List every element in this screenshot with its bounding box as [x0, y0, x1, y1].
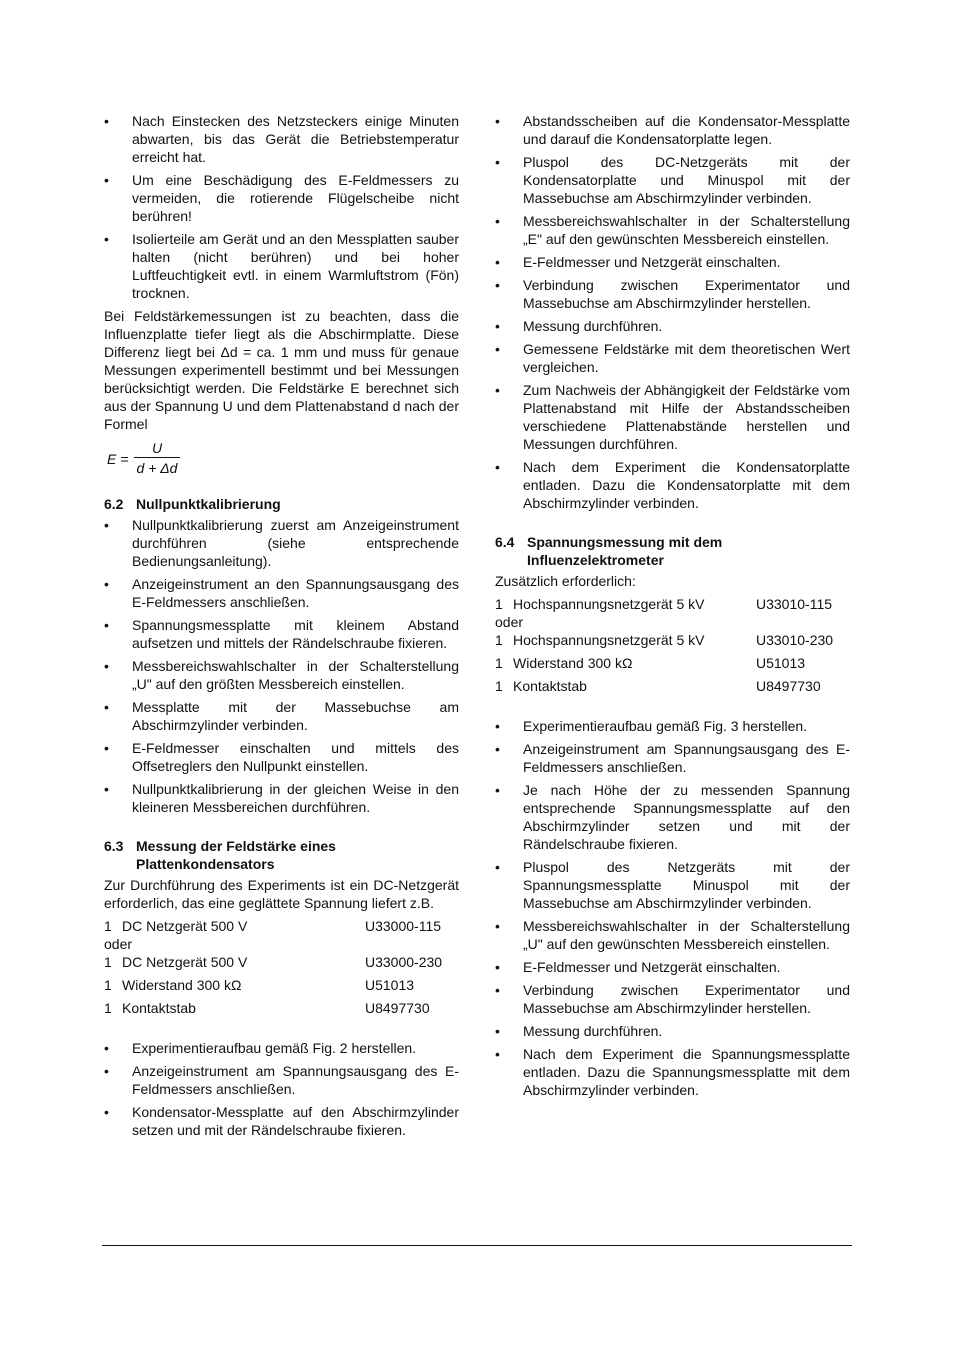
section-title: Nullpunktkalibrierung [136, 496, 281, 512]
list-item: • Messbereichswahlschalter in der Schalterstellung „U" auf den größten Messbereich einstellen. [104, 657, 459, 693]
list-item: • Messung durchführen. [495, 1022, 850, 1040]
zero-calibration-bullet-list [104, 516, 459, 816]
list-item: • Je nach Höhe der zu messenden Spannung entsprechende Spannungsmessplatte auf den Abschirmzylinder setzen und mit der Rändelschraube fixieren. [495, 781, 850, 853]
list-item: • Nullpunktkalibrierung zuerst am Anzeigeinstrument durchführen (siehe entsprechende Bedienungsanleitung). [104, 516, 459, 570]
equipment-code: U51013 [365, 977, 415, 993]
equipment-code: U8497730 [365, 1000, 430, 1016]
equipment-name: Hochspannungsnetzgerät 5 kV [513, 632, 705, 648]
equipment-qty: 1 [495, 632, 503, 648]
equipment-qty: 1 [104, 954, 112, 970]
equipment-code: U33000-230 [365, 954, 443, 970]
equipment-qty: 1 [104, 1000, 112, 1016]
list-item: • Messbereichswahlschalter in der Schalterstellung „E" auf den gewünschten Messbereich einstellen. [495, 212, 850, 248]
equipment-alternative: oder [495, 614, 524, 630]
list-item: • Experimentieraufbau gemäß Fig. 2 herstellen. [104, 1039, 459, 1057]
equipment-name: Hochspannungsnetzgerät 5 kV [513, 596, 705, 612]
equipment-name: DC Netzgerät 500 V [122, 954, 248, 970]
list-item: • Um eine Beschädigung des E-Feldmessers zu vermeiden, die rotierende Flügelscheibe nicht berühren! [104, 171, 459, 225]
equipment-name: DC Netzgerät 500 V [122, 918, 248, 934]
section-intro: Zusätzlich erforderlich: [495, 573, 636, 589]
equipment-qty: 1 [495, 655, 503, 671]
section-title: Spannungsmessung mit dem Influenzelektrometer [527, 534, 723, 568]
equipment-name: Kontaktstab [513, 678, 587, 694]
formula-lhs: E = [107, 451, 129, 467]
section-title: Messung der Feldstärke eines Plattenkondensators [136, 838, 336, 872]
list-item: • Isolierteile am Gerät und an den Messplatten sauber halten (nicht berühren) und bei hoher Luftfeuchtigkeit evtl. in einem Warmluftstrom (Fön) trocknen. [104, 230, 459, 302]
list-item: • Anzeigeinstrument an den Spannungsausgang des E-Feldmessers anschließen. [104, 575, 459, 611]
section-number: 6.2 [104, 496, 124, 512]
list-item: • Experimentieraufbau gemäß Fig. 3 herstellen. [495, 717, 850, 735]
table-row [495, 613, 850, 631]
formula-fraction [134, 439, 180, 477]
equipment-table [104, 917, 459, 1017]
section-heading-6-2 [104, 495, 459, 513]
section-heading-6-3 [104, 837, 459, 873]
list-item: • Gemessene Feldstärke mit dem theoretischen Wert vergleichen. [495, 340, 850, 376]
formula-denominator: d + Δd [136, 460, 178, 476]
table-row [104, 994, 459, 1017]
equipment-code: U8497730 [756, 678, 821, 694]
list-item: • Messplatte mit der Massebuchse am Abschirmzylinder verbinden. [104, 698, 459, 734]
field-strength-formula [104, 439, 459, 479]
list-item: • Anzeigeinstrument am Spannungsausgang des E-Feldmessers anschließen. [495, 740, 850, 776]
equipment-alternative: oder [104, 936, 133, 952]
list-item: • Verbindung zwischen Experimentator und Massebuchse am Abschirmzylinder herstellen. [495, 276, 850, 312]
equipment-qty: 1 [104, 918, 112, 934]
section-intro: Zur Durchführung des Experiments ist ein DC-Netzgerät erforderlich, das eine geglättete Spannung liefert z.B. [104, 877, 459, 911]
equipment-table [495, 595, 850, 695]
section-heading-6-4 [495, 533, 850, 569]
table-row [495, 649, 850, 672]
right-column [495, 112, 850, 1104]
equipment-name: Widerstand 300 kΩ [122, 977, 242, 993]
capacitor-bullet-list [104, 1039, 459, 1139]
list-item: • Nach dem Experiment die Spannungsmessplatte entladen. Dazu die Spannungsmessplatte mit dem Abschirmzylinder verbinden. [495, 1045, 850, 1099]
list-item: • Messbereichswahlschalter in der Schalterstellung „U" auf den gewünschten Messbereich einstellen. [495, 917, 850, 953]
equipment-code: U51013 [756, 655, 806, 671]
list-item: • Anzeigeinstrument am Spannungsausgang des E-Feldmessers anschließen. [104, 1062, 459, 1098]
list-item: • Pluspol des Netzgeräts mit der Spannungsmessplatte Minuspol mit der Massebuchse am Abschirmzylinder verbinden. [495, 858, 850, 912]
table-row [104, 971, 459, 994]
capacitor-continued-bullet-list [495, 112, 850, 512]
list-item: • Kondensator-Messplatte auf den Abschirmzylinder setzen und mit der Rändelschraube fixieren. [104, 1103, 459, 1139]
equipment-code: U33000-115 [365, 918, 442, 934]
table-row [104, 953, 459, 971]
section-number: 6.3 [104, 838, 124, 854]
section-number: 6.4 [495, 534, 515, 550]
table-row [104, 917, 459, 935]
equipment-qty: 1 [495, 678, 503, 694]
table-row [495, 672, 850, 695]
equipment-code: U33010-115 [756, 596, 833, 612]
list-item: • E-Feldmesser und Netzgerät einschalten. [495, 958, 850, 976]
list-item: • E-Feldmesser einschalten und mittels des Offsetreglers den Nullpunkt einstellen. [104, 739, 459, 775]
equipment-code: U33010-230 [756, 632, 834, 648]
table-row [495, 631, 850, 649]
list-item: • Nach Einstecken des Netzsteckers einige Minuten abwarten, bis das Gerät die Betriebstemperatur erreicht hat. [104, 112, 459, 166]
list-item: • Nullpunktkalibrierung in der gleichen Weise in den kleineren Messbereichen durchführen. [104, 780, 459, 816]
footer-divider [102, 1245, 852, 1246]
equipment-qty: 1 [104, 977, 112, 993]
left-column [104, 112, 459, 1144]
voltage-measurement-bullet-list [495, 717, 850, 1099]
equipment-name: Widerstand 300 kΩ [513, 655, 633, 671]
list-item: • Abstandsscheiben auf die Kondensator-Messplatte und darauf die Kondensatorplatte legen. [495, 112, 850, 148]
table-row [104, 935, 459, 953]
list-item: • Verbindung zwischen Experimentator und Massebuchse am Abschirmzylinder herstellen. [495, 981, 850, 1017]
list-item: • Zum Nachweis der Abhängigkeit der Feldstärke vom Plattenabstand mit Hilfe der Abstandsscheiben verschiedene Plattenabstände herstellen und Messungen durchführen. [495, 381, 850, 453]
list-item: • Pluspol des DC-Netzgeräts mit der Kondensatorplatte und Minuspol mit der Massebuchse am Abschirmzylinder verbinden. [495, 153, 850, 207]
field-strength-paragraph: Bei Feldstärkemessungen ist zu beachten, dass die Influenzplatte tiefer liegt als die Abschirmplatte. Diese Differenz liegt bei Δd = ca. 1 mm und muss für genaue Messungen experimentell bestimmt und bei Messungen berücksichtigt werden. Die Feldstärke E berechnet sich aus der Spannung U und dem Plattenabstand d nach der Formel [104, 308, 459, 432]
equipment-name: Kontaktstab [122, 1000, 196, 1016]
formula-numerator: U [151, 440, 163, 456]
list-item: • E-Feldmesser und Netzgerät einschalten. [495, 253, 850, 271]
equipment-qty: 1 [495, 596, 503, 612]
intro-bullet-list [104, 112, 459, 302]
list-item: • Nach dem Experiment die Kondensatorplatte entladen. Dazu die Kondensatorplatte mit dem Abschirmzylinder verbinden. [495, 458, 850, 512]
list-item: • Messung durchführen. [495, 317, 850, 335]
list-item: • Spannungsmessplatte mit kleinem Abstand aufsetzen und mittels der Rändelschraube fixieren. [104, 616, 459, 652]
table-row [495, 595, 850, 613]
